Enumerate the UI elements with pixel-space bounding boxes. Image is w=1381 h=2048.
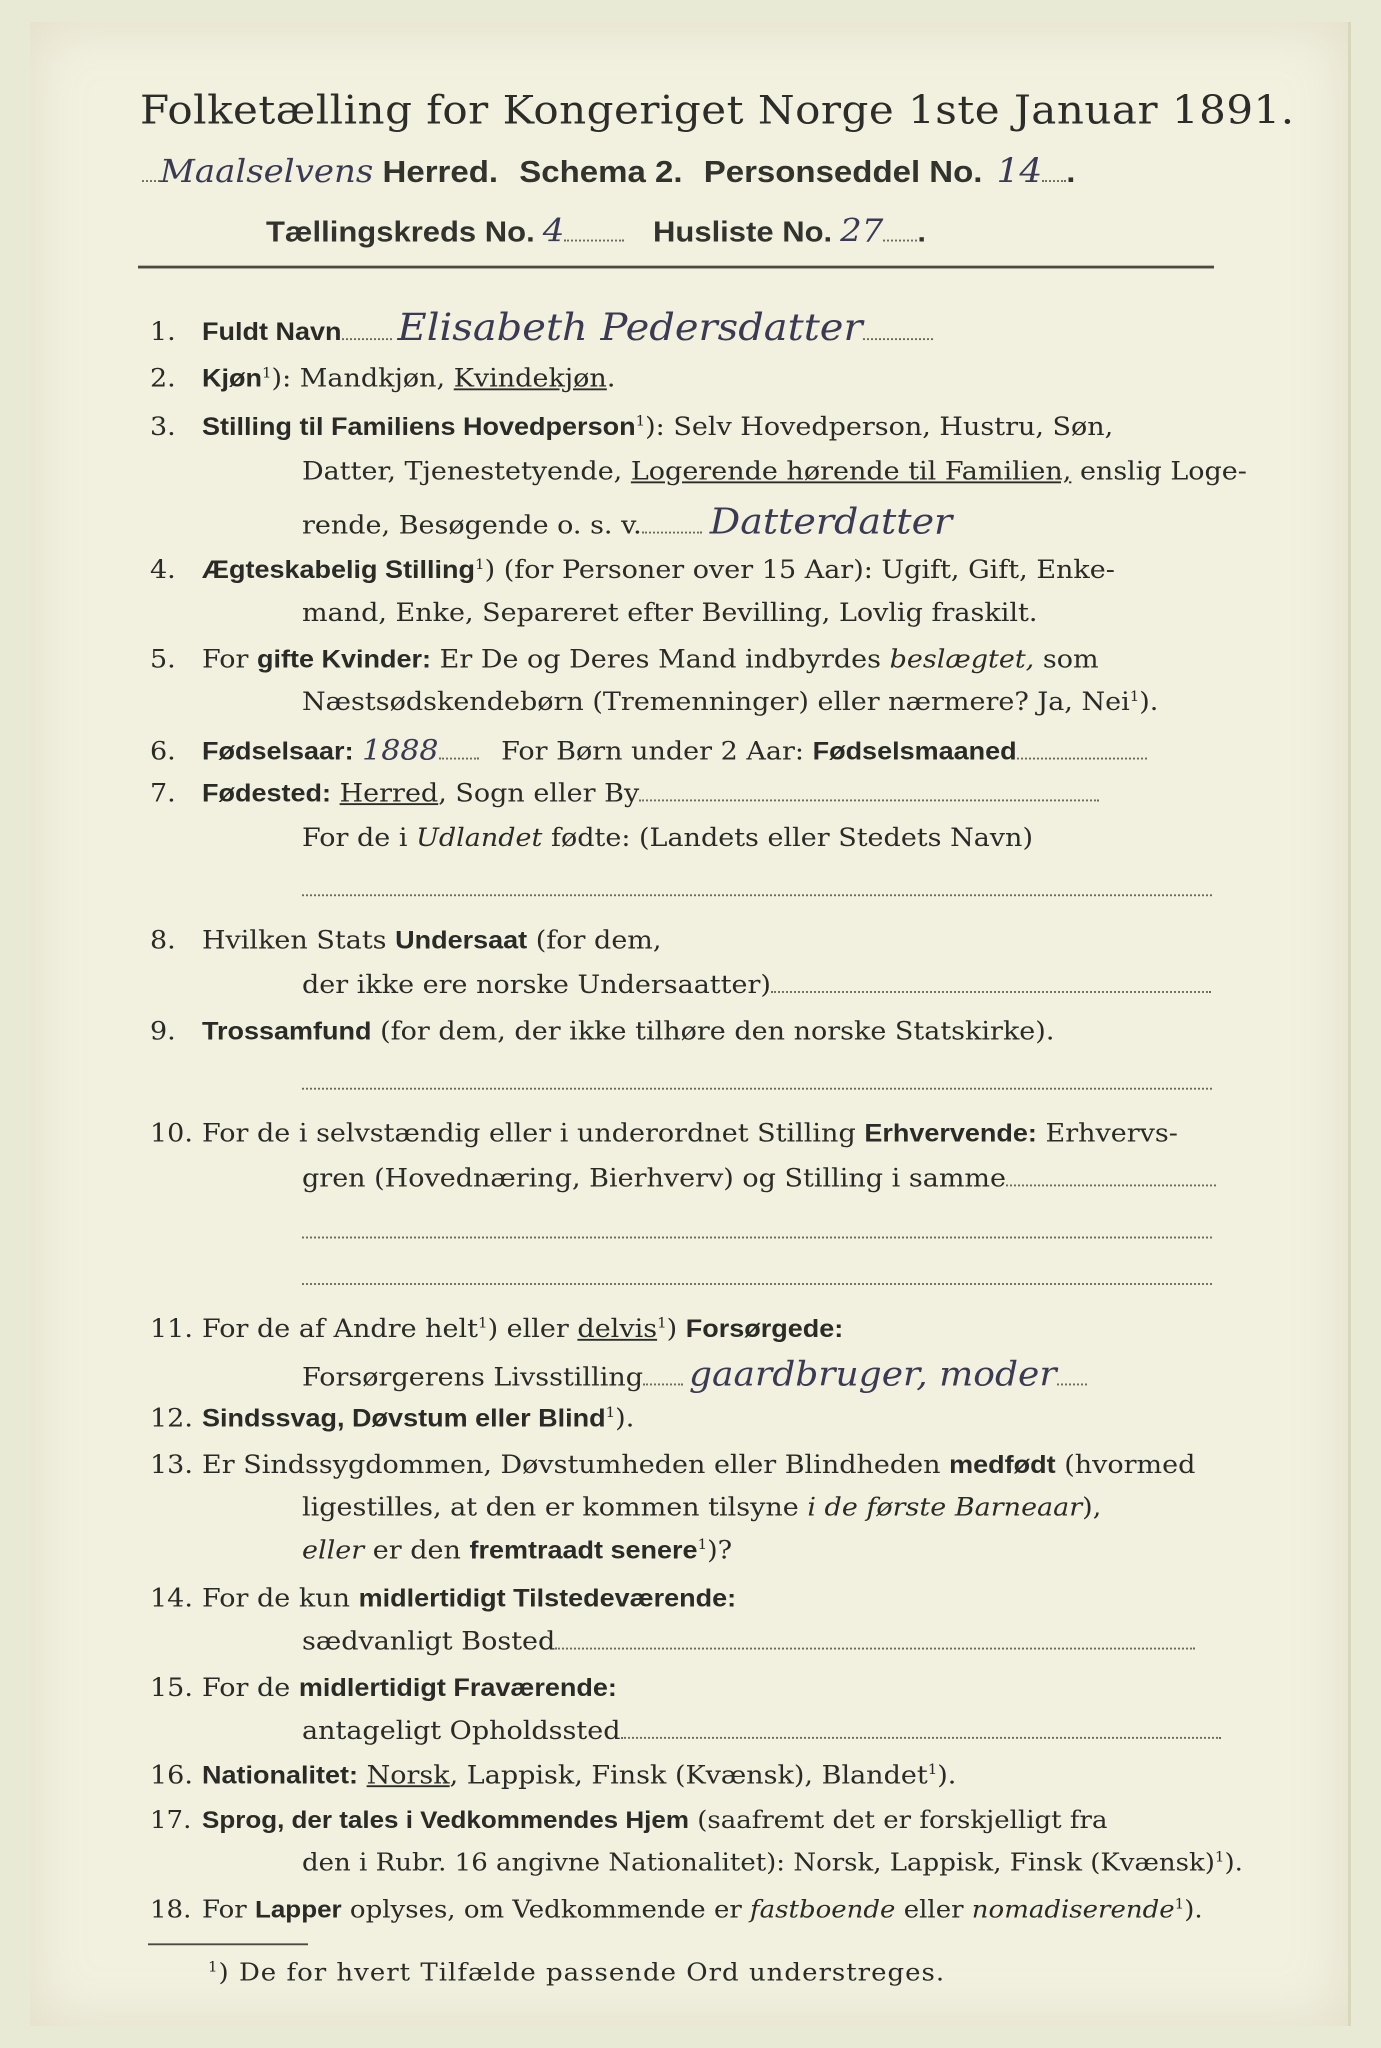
item-label: Lapper (254, 1895, 342, 1923)
selected-option: Herred (339, 779, 439, 808)
item-label: Trossamfund (202, 1017, 372, 1045)
dotted-fill (1042, 179, 1066, 182)
dotted-fill (302, 894, 1212, 896)
form-title: Folketælling for Kongeriget Norge 1ste Januar 1891. (140, 87, 1295, 133)
dotted-fill (643, 1383, 683, 1386)
item-number: 15. (150, 1673, 193, 1703)
kreds-label: Tællingskreds No. (266, 215, 535, 248)
dotted-fill (302, 1283, 1212, 1285)
item-text: nomadiserende (971, 1895, 1175, 1924)
item-text: ) (666, 1314, 678, 1344)
item-14-line-2 (302, 1627, 1195, 1656)
item-12 (150, 1404, 634, 1433)
item-14 (150, 1584, 736, 1613)
item-5 (150, 645, 1099, 674)
census-form-sheet (30, 22, 1351, 2026)
item-11-line-2 (302, 1356, 1087, 1394)
dotted-fill (1017, 757, 1147, 760)
item-text: ) (for Personer over 15 Aar): Ugift, Gift, Enke- (484, 555, 1115, 585)
item-6 (150, 734, 1147, 767)
item-text: , Sogn eller By (438, 779, 640, 808)
selected-option: Logerende hørende til Familien, (630, 457, 1072, 487)
dotted-fill (639, 799, 1099, 802)
herred-label: Herred. (382, 154, 499, 189)
item-18 (150, 1895, 1203, 1924)
selected-option: Kvindekjøn (453, 364, 607, 394)
item-3 (150, 413, 1113, 442)
item-text: sædvanligt Bosted (302, 1627, 556, 1657)
dotted-fill (642, 531, 702, 534)
item-number: 14. (150, 1584, 193, 1614)
item-text: Forsørgerens Livsstilling (302, 1363, 644, 1392)
item-number: 13. (150, 1450, 193, 1480)
item-text: Datter, Tjenestetyende, (302, 457, 623, 487)
item-3-line-2 (302, 457, 1247, 486)
kreds-value: 4 (542, 212, 565, 250)
dotted-fill (621, 1736, 1221, 1739)
item-text: antageligt Opholdssted (302, 1716, 621, 1746)
item-13 (150, 1450, 1195, 1479)
birth-year-value: 1888 (362, 734, 439, 767)
footnote-ref: 1 (475, 555, 485, 573)
item-text: For (202, 1895, 247, 1924)
item-11 (150, 1315, 843, 1344)
item-text: ) eller (487, 1314, 569, 1344)
item-text: Er Sindssygdommen, Døvstumheden eller Blindheden (202, 1450, 941, 1480)
item-label: gifte Kvinder: (257, 645, 432, 673)
kreds-line: Tællingskreds No. 4 Husliste No. 27 . (266, 212, 927, 250)
item-number: 9. (150, 1017, 176, 1046)
schema-label: Schema 2. (519, 154, 683, 189)
footnote-rule (148, 1943, 308, 1945)
item-text: Næstsødskendebørn (Tremenninger) eller nærmere? Ja, Nei (302, 687, 1130, 717)
item-8 (150, 926, 661, 955)
item-label: midlertidigt Fraværende: (298, 1673, 617, 1702)
item-text: eller (903, 1895, 964, 1924)
item-text: (for dem, der ikke tilhøre den norske Statskirke). (380, 1017, 1055, 1046)
item-number: 7. (150, 779, 176, 808)
item-label: Erhvervende: (864, 1119, 1037, 1148)
item-label: Fødselsmaaned (812, 737, 1017, 766)
item-7-line-2 (302, 824, 1033, 853)
footnote-text: ) De for hvert Tilfælde passende Ord understreges. (218, 1958, 946, 1987)
item-text: Er De og Deres Mand indbyrdes (439, 645, 881, 674)
footnote-ref: 1 (657, 1314, 667, 1332)
item-4 (150, 556, 1115, 585)
item-17-line-2 (302, 1849, 1243, 1878)
item-label: Nationalitet: (202, 1761, 359, 1789)
item-13-line-3 (302, 1536, 732, 1565)
footnote-mark: 1 (208, 1958, 219, 1975)
item-text: fødte: (Landets eller Stedets Navn) (550, 823, 1033, 853)
item-label: midlertidigt Tilstedeværende: (358, 1584, 737, 1613)
provider-occupation-value: gaardbruger, moder (689, 1355, 1057, 1394)
dotted-fill (302, 1237, 1212, 1239)
selected-option: Norsk (366, 1761, 450, 1790)
item-7 (150, 779, 1099, 808)
item-text: rende, Besøgende o. s. v. (302, 511, 642, 541)
item-text: Udlandet (416, 823, 543, 853)
personseddel-label: Personseddel No. (703, 154, 983, 189)
item-number: 1. (150, 317, 176, 347)
header-rule (138, 266, 1214, 269)
item-8-line-2 (302, 971, 1211, 1000)
dotted-fill (1006, 1184, 1216, 1187)
item-text: )? (707, 1536, 733, 1565)
item-text: den i Rubr. 16 angivne Nationalitet): Norsk, Lappisk, Finsk (Kvænsk) (302, 1849, 1215, 1878)
item-text: ). (1139, 687, 1159, 717)
footnote (208, 1958, 945, 1987)
footnote-ref: 1 (635, 412, 646, 430)
item-number: 17. (150, 1806, 192, 1835)
personseddel-value: 14 (996, 152, 1043, 191)
item-number: 2. (150, 364, 176, 394)
dotted-fill (142, 179, 160, 182)
dotted-fill (1057, 1383, 1087, 1386)
relation-value: Datterdatter (709, 500, 953, 542)
item-16 (150, 1761, 956, 1790)
item-text: er den (372, 1536, 461, 1565)
footnote-ref: 1 (1129, 687, 1140, 705)
item-text: For Børn under 2 Aar: (501, 737, 804, 766)
item-text: For de i (302, 823, 408, 853)
item-label: Ægteskabelig Stilling (202, 555, 476, 584)
item-label: Fødselsaar: (202, 737, 354, 766)
item-text: fastboende (750, 1895, 896, 1924)
item-10 (150, 1119, 1178, 1148)
item-text: . (606, 364, 616, 394)
item-text: For de af Andre helt (202, 1314, 479, 1344)
item-text: (for dem, (535, 925, 662, 955)
dotted-fill (302, 1088, 1212, 1090)
item-text: ): Selv Hovedperson, Hustru, Søn, (645, 412, 1114, 442)
item-10-line-2 (302, 1164, 1216, 1193)
herred-value: Maalselvens (160, 153, 374, 191)
item-text: For de (202, 1673, 291, 1703)
item-13-line-2 (302, 1493, 1101, 1522)
footnote-ref: 1 (262, 364, 272, 381)
dotted-fill (555, 1647, 1195, 1650)
item-label: Fødested: (202, 779, 332, 807)
dotted-fill (342, 337, 392, 340)
item-label: Undersaat (395, 925, 528, 954)
dotted-fill (439, 757, 479, 760)
full-name-value: Elisabeth Pedersdatter (397, 306, 863, 350)
item-number: 16. (150, 1761, 193, 1790)
item-label: Fuldt Navn (202, 317, 342, 346)
item-text: ). (1224, 1849, 1243, 1878)
item-text: ligestilles, at den er kommen tilsyne (302, 1493, 799, 1523)
footnote-ref: 1 (697, 1536, 708, 1553)
item-text: , Lappisk, Finsk (Kvænsk), Blandet (449, 1761, 928, 1790)
item-text: (saafremt det er forskjelligt fra (697, 1806, 1108, 1835)
item-label: Forsørgede: (685, 1314, 844, 1343)
item-number: 12. (150, 1403, 193, 1433)
item-number: 11. (150, 1314, 193, 1344)
husliste-value: 27 (840, 212, 884, 250)
item-text: For (202, 645, 249, 674)
item-text: ). (615, 1403, 635, 1433)
item-text: Erhvervs- (1045, 1119, 1178, 1149)
item-label: fremtraadt senere (469, 1536, 698, 1564)
item-15-line-2 (302, 1716, 1221, 1745)
dotted-fill (863, 337, 933, 340)
item-text: ): Mandkjøn, (271, 364, 446, 394)
item-text: For de i selvstændig eller i underordnet Stilling (202, 1119, 856, 1149)
item-number: 8. (150, 925, 176, 955)
selected-option: delvis (577, 1314, 658, 1344)
item-label: medfødt (949, 1450, 1056, 1479)
dotted-fill (771, 990, 1211, 993)
item-15 (150, 1674, 617, 1703)
item-text: i de første Barneaar (807, 1493, 1083, 1523)
footnote-ref: 1 (1174, 1895, 1185, 1913)
item-number: 3. (150, 412, 176, 442)
item-label: Kjøn (202, 364, 262, 393)
item-2 (150, 364, 615, 393)
item-label: Sprog, der tales i Vedkommendes Hjem (202, 1805, 689, 1834)
husliste-label: Husliste No. (653, 215, 833, 248)
item-text: eller (302, 1536, 365, 1565)
item-text: (hvormed (1064, 1450, 1196, 1480)
footnote-ref: 1 (605, 1403, 616, 1421)
item-text: For de kun (202, 1584, 350, 1614)
item-4-line-2: mand, Enke, Separeret efter Bevilling, Lovlig fraskilt. (302, 598, 1038, 628)
footnote-ref: 1 (927, 1761, 938, 1778)
item-label: Sindssvag, Døvstum eller Blind (202, 1403, 606, 1432)
form-body (30, 22, 1348, 1987)
item-text: enslig Loge- (1079, 457, 1247, 487)
footnote-ref: 1 (478, 1314, 488, 1332)
item-text: beslægtet, (889, 645, 1035, 674)
dotted-fill (564, 239, 624, 242)
item-label: Stilling til Familiens Hovedperson (202, 412, 636, 441)
dotted-fill (883, 239, 917, 242)
item-1 (150, 307, 933, 350)
item-5-line-2 (302, 688, 1158, 717)
item-text: oplyses, om Vedkommende er (349, 1895, 742, 1924)
item-number: 6. (150, 737, 176, 766)
item-17 (150, 1806, 1107, 1835)
item-number: 10. (150, 1119, 193, 1149)
item-number: 18. (150, 1895, 192, 1924)
item-text: gren (Hovednæring, Bierhverv) og Stilling i samme (302, 1164, 1007, 1193)
item-text: ). (1184, 1895, 1203, 1924)
item-text: som (1042, 645, 1099, 674)
item-text: der ikke ere norske Undersaatter) (302, 970, 771, 1000)
item-9 (150, 1017, 1054, 1046)
item-text: Hvilken Stats (202, 925, 387, 955)
item-text: ). (937, 1761, 957, 1790)
item-3-line-3 (302, 501, 952, 542)
herred-line: Maalselvens Herred. Schema 2. Personseddel No. 14 . (142, 152, 1075, 190)
item-text: ), (1082, 1493, 1102, 1523)
item-number: 5. (150, 645, 176, 674)
footnote-ref: 1 (1214, 1848, 1225, 1866)
item-number: 4. (150, 555, 176, 585)
